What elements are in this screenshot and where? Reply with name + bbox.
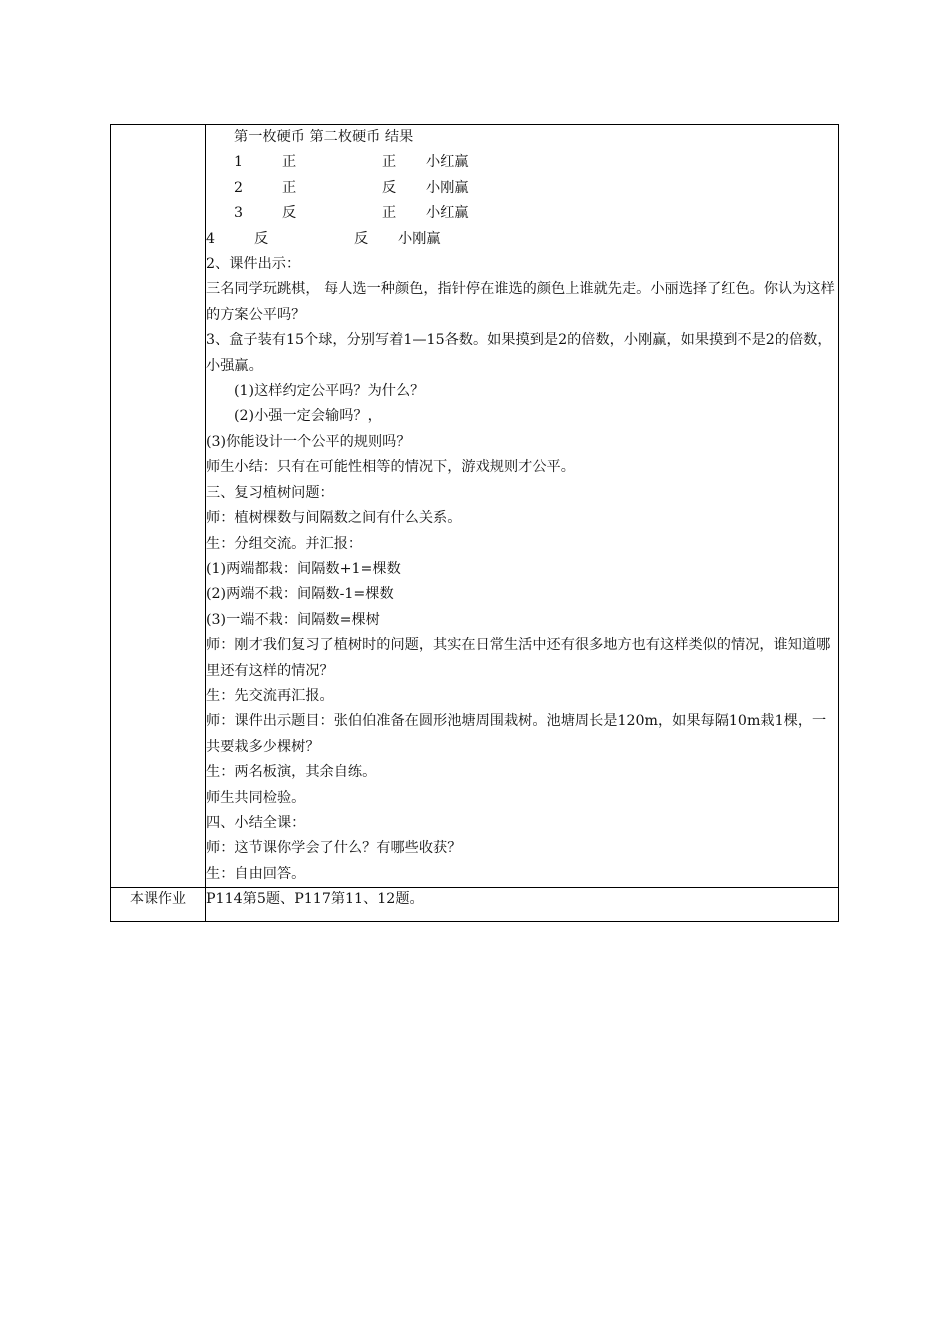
section-title-courseware: 2、课件出示：	[206, 256, 301, 273]
homework-text: P114第5题、P117第11、12题。	[206, 888, 839, 922]
coin-first-face: 反	[282, 205, 297, 222]
coin-result: 小红赢	[426, 154, 469, 171]
coin-first-face: 正	[282, 179, 297, 196]
coin-first-face: 正	[282, 154, 297, 171]
section-title-tree-planting: 三、复习植树问题：	[206, 484, 334, 501]
ball-box-question: 3、盒子装有15个球，分别写着1—15各数。如果摸到是2的倍数，小刚赢，如果摸到不是2的倍数，小强赢。	[206, 332, 832, 374]
coin-result: 小刚赢	[398, 230, 441, 247]
student-line: 生：先交流再汇报。	[206, 687, 334, 704]
homework-label: 本课作业	[111, 888, 206, 922]
coin-second-face: 反	[382, 179, 397, 196]
lesson-plan-table	[110, 124, 839, 922]
coin-row	[206, 227, 838, 252]
coin-row-number: 4	[206, 230, 216, 247]
coin-table-header: 第一枚硬币 第二枚硬币 结果	[234, 129, 414, 145]
teacher-problem: 师：课件出示题目：张伯伯准备在圆形池塘周围栽树。池塘周长是120m，如果每隔10m栽1棵，一共要栽多少棵树？	[206, 713, 827, 755]
process-label-cell	[111, 125, 206, 888]
teacher-line: 师：植树棵数与间隔数之间有什么关系。	[206, 510, 462, 527]
coin-second-face: 反	[354, 230, 369, 247]
coin-row	[206, 150, 838, 175]
coin-row	[206, 201, 838, 226]
student-line: 生：分组交流。并汇报：	[206, 535, 363, 552]
homework-row	[111, 888, 839, 922]
student-line: 生：两名板演，其余自练。	[206, 764, 377, 781]
lesson-plan-sheet	[110, 124, 839, 922]
process-row	[111, 125, 839, 888]
coin-row-number: 2	[234, 179, 244, 196]
checkers-question: 三名同学玩跳棋， 每人选一种颜色，指针停在谁选的颜色上谁就先走。小丽选择了红色。你认为这样的方案公平吗？	[206, 281, 835, 323]
rule-no-ends: (2)两端不栽：间隔数-1=棵数	[206, 586, 394, 603]
sub-question-3: (3)你能设计一个公平的规则吗？	[206, 433, 411, 450]
joint-check-line: 师生共同检验。	[206, 789, 306, 806]
sub-question-2: (2)小强一定会输吗？，	[234, 408, 382, 425]
coin-row	[206, 176, 838, 201]
coin-second-face: 正	[382, 205, 397, 222]
student-line: 生：自由回答。	[206, 865, 306, 882]
coin-first-face: 反	[254, 230, 269, 247]
coin-second-face: 正	[382, 154, 397, 171]
teacher-line: 师：这节课你学会了什么？有哪些收获？	[206, 840, 462, 857]
sub-question-1: (1)这样约定公平吗？为什么？	[234, 383, 425, 400]
section-title-summary: 四、小结全课：	[206, 814, 306, 831]
coin-result: 小红赢	[426, 205, 469, 222]
coin-result: 小刚赢	[426, 179, 469, 196]
coin-row-number: 3	[234, 205, 244, 222]
teacher-student-summary: 师生小结：只有在可能性相等的情况下，游戏规则才公平。	[206, 459, 575, 476]
coin-row-number: 1	[234, 154, 244, 171]
rule-both-ends: (1)两端都栽：间隔数+1=棵数	[206, 560, 401, 577]
process-content-cell	[206, 125, 839, 888]
teacher-line: 师：刚才我们复习了植树时的问题，其实在日常生活中还有很多地方也有这样类似的情况，谁知道哪里还有这样的情况？	[206, 637, 831, 679]
rule-one-end: (3)一端不栽：间隔数=棵树	[206, 611, 380, 628]
